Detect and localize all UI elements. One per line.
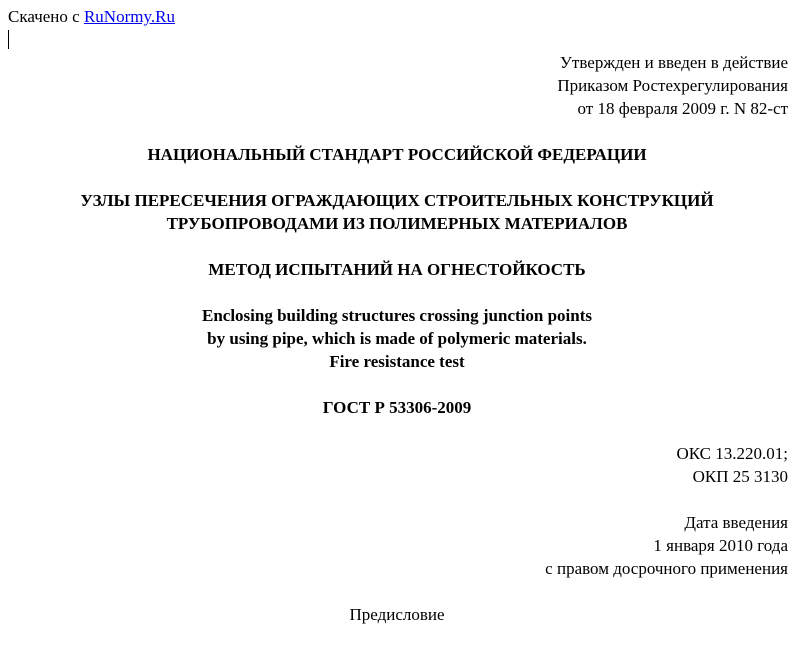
approval-line-3: от 18 февраля 2009 г. N 82-ст — [577, 99, 788, 118]
title-en-line-1: Enclosing building structures crossing junction points — [202, 306, 592, 325]
method-heading: МЕТОД ИСПЫТАНИЙ НА ОГНЕСТОЙКОСТЬ — [208, 260, 586, 279]
oks-code: ОКС 13.220.01; — [676, 444, 788, 463]
okp-code: ОКП 25 3130 — [692, 467, 788, 486]
approval-line-2: Приказом Ростехрегулирования — [557, 76, 788, 95]
runormy-link[interactable]: RuNormy.Ru — [83, 7, 175, 26]
introduction-date: 1 января 2010 года — [653, 536, 788, 555]
approval-line-1: Утвержден и введен в действие — [559, 53, 788, 72]
introduction-label: Дата введения — [684, 513, 788, 532]
title-en-line-3: Fire resistance test — [329, 352, 465, 371]
title-ru-line-2: ТРУБОПРОВОДАМИ ИЗ ПОЛИМЕРНЫХ МАТЕРИАЛОВ — [166, 214, 628, 233]
introduction-note: с правом досрочного применения — [545, 559, 788, 578]
national-standard-heading: НАЦИОНАЛЬНЫЙ СТАНДАРТ РОССИЙСКОЙ ФЕДЕРАЦИИ — [147, 145, 647, 164]
download-source — [8, 6, 175, 28]
preface-heading: Предисловие — [349, 605, 445, 624]
gost-number: ГОСТ Р 53306-2009 — [322, 398, 472, 417]
title-ru-line-1: УЗЛЫ ПЕРЕСЕЧЕНИЯ ОГРАЖДАЮЩИХ СТРОИТЕЛЬНЫХ КОНСТРУКЦИЙ — [80, 191, 714, 210]
text-caret — [8, 30, 9, 49]
title-en-line-2: by using pipe, which is made of polymeric materials. — [207, 329, 587, 348]
download-prefix: Скачено с — [8, 7, 80, 26]
